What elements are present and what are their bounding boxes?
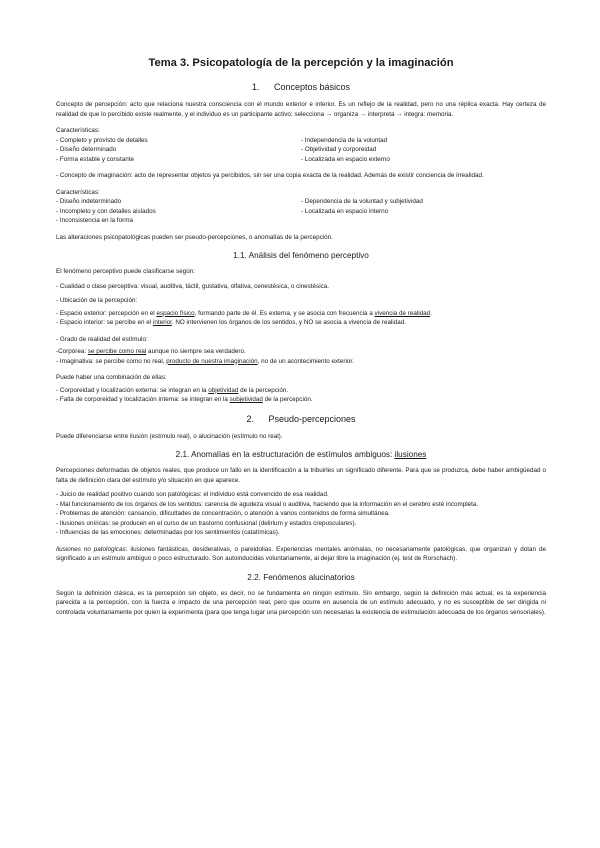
imaginacion-definition: - Concepto de imaginación: acto de representar objetos ya percibidos, sin ser una copia exacta de la realidad. Además de existir conciencia de irrealidad. — [56, 172, 484, 179]
section-1-number: 1. — [251, 82, 260, 92]
list-item: - Independencia de la voluntad — [301, 136, 388, 144]
list-item: - Dependencia de la voluntad y subjetividad — [301, 198, 423, 205]
percibe-real-underline: se percibe como real — [87, 348, 147, 355]
list-item: - Diseño indeterminado — [56, 198, 122, 205]
section-1-1-heading: 1.1. Análisis del fenómeno perceptivo — [233, 251, 369, 260]
document-content — [56, 57, 546, 617]
percepcion-characteristics — [56, 136, 546, 165]
percepcion-characteristics-left — [56, 136, 301, 165]
section-2-1-heading: 2.1. Anomalías en la estructuración de estímulos ambiguos: ilusiones — [175, 450, 427, 459]
espacio-fisico-underline: espacio físico — [156, 309, 195, 317]
list-item: - Juicio de realidad positivo cuando son patológicas: el individuo está convencido de esa realidad. — [56, 491, 329, 498]
subjetividad-underline: subjetividad — [229, 396, 263, 403]
ilusiones-underline: ilusiones — [394, 450, 427, 459]
vivencia-realidad-underline: vivencia de realidad — [374, 309, 431, 317]
fenomeno-intro: El fenómeno perceptivo puede clasificarse según: — [56, 268, 195, 275]
list-item: - Forma estable y constante — [56, 155, 135, 163]
list-item: - Objetividad y corporeidad — [301, 146, 377, 153]
espacio-interior-text: - Espacio interior: se percibe en el interior. NO intervienen los órganos de los sentidos, y NO se asocia a vivencia de realidad. — [56, 319, 407, 326]
section-2-number: 2. — [246, 413, 254, 424]
section-1-heading — [56, 82, 546, 92]
list-item: - Inconsistencia en la forma — [56, 217, 133, 224]
imaginacion-characteristics-right — [301, 197, 546, 226]
section-2-2-heading: 2.2. Fenómenos alucinatorios — [247, 572, 355, 582]
combinacion-label: Puede haber una combinación de ellas: — [56, 374, 167, 381]
list-item: - Mal funcionamiento de los órganos de los sentidos: carencia de agudeza visual o auditiva, haciendo que la información en el cerebro esté incompleta. — [56, 500, 479, 508]
ilusiones-no-patologicas: Ilusiones no patológicas: ilusiones fantásticas, desiderativas, o pareidolias. Experiencias mentales anómalas, no necesariamente patológicas, que organizan y dotan de significado a un estímulo ambiguo o poco estructurado. Son autoinducidas voluntariamente, al dejar libre la imaginación (ej. test de Rorschach). — [56, 545, 546, 562]
list-item: - Influencias de las emociones: determinadas por los sentimientos (catatímicas). — [56, 529, 280, 536]
list-item: - Ilusiones oníricas: se producen en el curso de un trastorno confusional (delirium y estados crepusculares). — [56, 519, 357, 527]
ubicacion-label: - Ubicación de la percepción: — [56, 297, 138, 304]
imaginacion-characteristics-left — [56, 197, 301, 226]
section-2-heading — [56, 414, 546, 424]
imaginativa-text: - Imaginativa: se percibe como no real, producto de nuestra imaginación, no de un acontecimiento exterior. — [56, 357, 354, 365]
list-item: - Completo y provisto de detalles — [56, 136, 148, 144]
list-item: - Problemas de atención: cansancio, dificultades de concentración, o atención a varios contenidos de forma simultánea. — [56, 510, 390, 517]
imaginacion-characteristics — [56, 197, 546, 226]
grado-label: - Grado de realidad del estímulo: — [56, 335, 148, 343]
alucinaciones-text: Según la definición clásica, es la percepción sin objeto, es decir, no se fundamenta en ningún estímulo. Sin embargo, según la definición más actual, es la experiencia parecida a la percepción, con la fuerza e impacto de una percepción real, pero que ocurre en ausencia de un estímulo adecuado, y no es susceptible de ser dirigida ni controlada voluntariamente por quien la experimenta (para que tenga lugar una percepción son necesarias la existencia de estimulación adecuada de los órganos sensoriales). — [56, 589, 546, 616]
pseudo-intro: Puede diferenciarse entre ilusión (estímulo real), o alucinación (estímulo no real). — [56, 432, 283, 440]
cualidad-text: - Cualidad o clase perceptiva: visual, auditiva, táctil, gustativa, olfativa, cenestésica, o cinestésica. — [56, 282, 330, 290]
caracteristicas-label-2: Características: — [56, 188, 100, 196]
caracteristicas-label-1: Características: — [56, 127, 100, 134]
objetividad-underline: objetividad — [208, 386, 239, 394]
no-patologicas-label: Ilusiones no patológicas — [56, 545, 126, 553]
list-item: - Localizada en espacio interno — [301, 207, 389, 215]
ilusiones-definition: Percepciones deformadas de objetos reales, que produce un fallo en la identificación a la tribuirles un significado diferente. Para que se produzca, debe haber ambigüedad o falta de definición clara del estímulo y/o situación en que aparece. — [56, 467, 546, 484]
percepcion-definition: Concepto de percepción: acto que relaciona nuestra consciencia con el mundo exterior e interior. Es un reflejo de la realidad, pero no una réplica exacta. Hay certeza de realidad de que lo percibido existe realmente, y el individuo es un participante activo: selecciona → organiza → interpreta → integra: memoria. — [56, 101, 546, 118]
document-title: Tema 3. Psicopatología de la percepción y la imaginación — [148, 57, 454, 69]
list-item: - Diseño determinado — [56, 146, 117, 153]
ilusiones-list — [56, 490, 546, 538]
section-1-title: Conceptos básicos — [273, 82, 351, 92]
producto-imaginacion-underline: producto de nuestra imaginación — [166, 357, 258, 365]
combinacion-1-text: - Corporeidad y localización externa: se integran en la objetividad de la percepción. — [56, 386, 289, 394]
espacio-exterior-text: - Espacio exterior: percepción en el espacio físico, formando parte de él. Es externa, y se asocia con frecuencia a vivencia de realidad. — [56, 309, 432, 317]
alteraciones-text: Las alteraciones psicopatológicas pueden ser pseudo-percepciones, o anomalías de la percepción. — [56, 233, 333, 241]
combinacion-2-text: - Falta de corporeidad y localización interna: se integran en la subjetividad de la percepción. — [56, 396, 313, 403]
percepcion-characteristics-right — [301, 136, 546, 165]
list-item: - Localizada en espacio externo — [301, 155, 390, 163]
section-2-title: Pseudo-percepciones — [268, 413, 356, 424]
interior-underline: interior — [152, 319, 172, 326]
corporea-text: -Corpórea: se percibe como real aunque no siempre sea verdadero. — [56, 348, 246, 355]
list-item: - Incompleto y con detalles aislados — [56, 207, 156, 215]
